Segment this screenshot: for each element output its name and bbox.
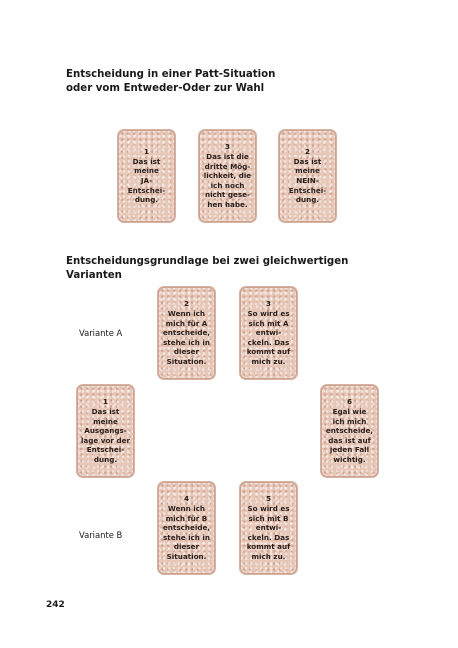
card-third-option-text: 3 Das ist die dritte Mög- lichkeit, die ich noch nicht gese- hen habe. (203, 142, 252, 209)
card-important-anyway-text: 6 Egal wie ich mich entscheide, das ist auf jeden Fall wichtig. (325, 397, 374, 464)
card-ja (118, 130, 175, 222)
variant-b-label: Variante B (79, 530, 123, 540)
card-ja-text: 1 Das ist meine JA- Entschei- dung. (127, 147, 166, 205)
section2-heading: Entscheidungsgrundlage bei zwei gleichwertigen Varianten (66, 256, 349, 281)
card-starting-point (77, 385, 134, 477)
card-b-situation-text: 4 Wenn ich mich für B entscheide, stehe ich in dieser Situation. (162, 494, 211, 561)
variant-a-label: Variante A (79, 328, 123, 338)
card-b-development (240, 482, 297, 574)
card-a-situation (158, 287, 215, 379)
card-b-development-text: 5 So wird es sich mit B entwi- ckeln. Das kommt auf mich zu. (246, 494, 291, 561)
card-a-development-text: 3 So wird es sich mit A entwi- ckeln. Das kommt auf mich zu. (246, 299, 291, 366)
card-a-development (240, 287, 297, 379)
card-starting-point-text: 1 Das ist meine Ausgangs- lage vor der Entschei- dung. (80, 397, 131, 464)
card-third-option (199, 130, 256, 222)
card-nein-text: 2 Das ist meine NEIN- Entschei- dung. (288, 147, 327, 205)
page-number: 242 (46, 600, 65, 610)
section1-heading: Entscheidung in einer Patt-Situation oder vom Entweder-Oder zur Wahl (66, 69, 276, 94)
card-a-situation-text: 2 Wenn ich mich für A entscheide, stehe ich in dieser Situation. (162, 299, 211, 366)
card-important-anyway (321, 385, 378, 477)
card-b-situation (158, 482, 215, 574)
card-nein (279, 130, 336, 222)
